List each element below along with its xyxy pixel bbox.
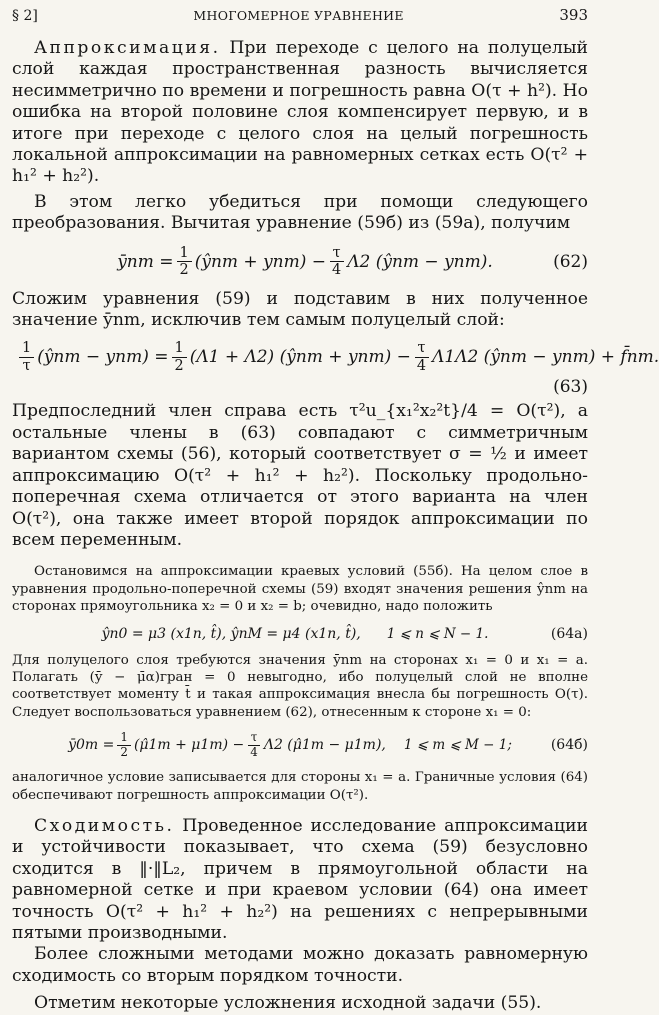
- fraction: [177, 245, 192, 279]
- equation-part: ȳ0m =: [68, 737, 115, 754]
- paragraph-text: При переходе с целого на полуцелый слой каждая пространственная разность вычисляется несимметрично по времени и погрешность равна O(τ + h²). Но ошибка на второй половине слоя компенсирует первую, и в итоге при переходе с целого слоя на целый погрешность локальной аппроксимации на равномерных сетках есть O(τ² + h₁² + h₂²).: [12, 38, 588, 187]
- denominator: 4: [250, 744, 258, 759]
- paragraph-penultimate-term: Предпоследний член справа есть τ²u_{x₁²x₂²t}/4 = O(τ²), а остальные члены в (63) совпадают с симметричным вариантом схемы (56), который соответствует σ = ½ и имеет аппроксимацию O(τ² + h₁² + h₂²). Поскольку продольно-поперечная схема отличается от этого варианта на член O(τ²), она также имеет второй порядок аппроксимации по всем переменным.: [12, 401, 588, 550]
- paragraph-boundary-conditions: Остановимся на аппроксимации краевых условий (55б). На целом слое в уравнения продольно-поперечной схемы (59) входят значения решения ŷnm на сторонах прямоугольника x₂ = 0 и x₂ = b; очевидно, надо положить: [12, 564, 588, 615]
- paragraph-complex-methods: Более сложными методами можно доказать равномерную сходимость со вторым порядком точности.: [12, 944, 588, 986]
- run-in-heading: Аппроксимация.: [34, 38, 221, 58]
- denominator: 4: [332, 262, 342, 279]
- numerator: 1: [177, 245, 192, 263]
- denominator: 2: [120, 744, 128, 759]
- paragraph-transform: В этом легко убедиться при помощи следующего преобразования. Вычитая уравнение (59б) из (59а), получим: [12, 191, 588, 234]
- equation-condition: 1 ⩽ n ⩽ N − 1.: [386, 625, 489, 642]
- equation-number: (64б): [550, 737, 588, 754]
- equation-number: (64а): [550, 625, 588, 642]
- paragraph-approximation: [12, 38, 588, 188]
- fraction: [172, 340, 187, 374]
- equation-part: (Λ1 + Λ2) (ŷnm + ynm) −: [189, 347, 411, 368]
- denominator: 4: [416, 357, 427, 374]
- equation-number-row: [12, 377, 588, 397]
- numerator: 1: [19, 340, 34, 358]
- equation-part: Λ2 (ŷnm − ynm).: [347, 251, 493, 272]
- equation-body: [12, 245, 538, 279]
- equation-64a: [12, 616, 588, 652]
- equation-part: (ŷnm + ynm) −: [194, 251, 327, 272]
- fraction: [117, 731, 131, 759]
- denominator: 2: [174, 357, 184, 374]
- equation-part: ŷn0 = μ3 (x1n, t̂), ŷnM = μ4 (x1n, t̂),: [101, 625, 361, 642]
- equation-body: [12, 340, 659, 374]
- fraction: [329, 245, 344, 279]
- paragraph-convergence: [12, 816, 588, 944]
- equation-64b: [12, 721, 588, 769]
- equation-number: (62): [553, 251, 588, 272]
- equation-condition: 1 ⩽ m ⩽ M − 1;: [403, 737, 512, 754]
- page-number: 393: [559, 6, 588, 24]
- equation-63: [12, 337, 659, 398]
- paragraph-add-equations: Сложим уравнения (59) и подставим в них полученное значение ȳnm, исключив тем самым полуцелый слой:: [12, 288, 588, 331]
- equation-body: [12, 626, 538, 642]
- denominator: τ: [22, 357, 31, 374]
- fraction: [19, 340, 34, 374]
- equation-line: [12, 337, 659, 377]
- numerator: τ: [415, 340, 429, 358]
- run-in-heading: Сходимость.: [34, 815, 175, 836]
- fraction: [414, 340, 429, 374]
- equation-part: Λ1Λ2 (ŷnm − ynm) + f̄nm.: [432, 347, 659, 368]
- numerator: 1: [172, 340, 187, 358]
- section-marker: § 2]: [12, 8, 38, 24]
- equation-part: Λ2 (μ̂1m − μ1m),: [263, 737, 386, 754]
- paragraph-complications: Отметим некоторые усложнения исходной задачи (55).: [34, 993, 542, 1014]
- equation-part: (μ̂1m + μ1m) −: [133, 737, 245, 754]
- numerator: 1: [117, 731, 131, 746]
- paragraph-half-layer: Для полуцелого слоя требуются значения ȳnm на сторонах x₁ = 0 и x₁ = a. Полагать (ȳ − μ̄α)гран = 0 невыгодно, ибо полуцелый слой не вполне соответствует моменту t̄ и такая аппроксимация внесла бы погрешность O(τ). Следует воспользоваться уравнением (62), отнесенным к стороне x₁ = 0:: [12, 652, 588, 720]
- paragraph-text: Проведенное исследование аппроксимации и устойчивости показывает, что схема (59) безусловно сходится в ‖·‖L₂, причем в прямоугольной области на равномерной сетке и при краевом условии (64) она имеет точность O(τ² + h₁² + h₂²) на решениях с непрерывными пятыми производными.: [12, 815, 588, 943]
- numerator: τ: [330, 245, 344, 263]
- chapter-title: МНОГОМЕРНОЕ УРАВНЕНИЕ: [193, 8, 404, 23]
- equation-62: [12, 235, 588, 289]
- equation-body: [12, 731, 538, 759]
- fraction: [247, 731, 261, 759]
- denominator: 2: [179, 262, 189, 279]
- equation-part: ȳnm =: [117, 251, 174, 272]
- running-header: [12, 6, 588, 34]
- numerator: τ: [248, 731, 261, 746]
- equation-part: (ŷnm − ynm) =: [37, 347, 169, 368]
- equation-number: (63): [553, 377, 588, 398]
- paragraph-analogous: аналогичное условие записывается для стороны x₁ = a. Граничные условия (64) обеспечивают погрешность аппроксимации O(τ²).: [12, 770, 588, 803]
